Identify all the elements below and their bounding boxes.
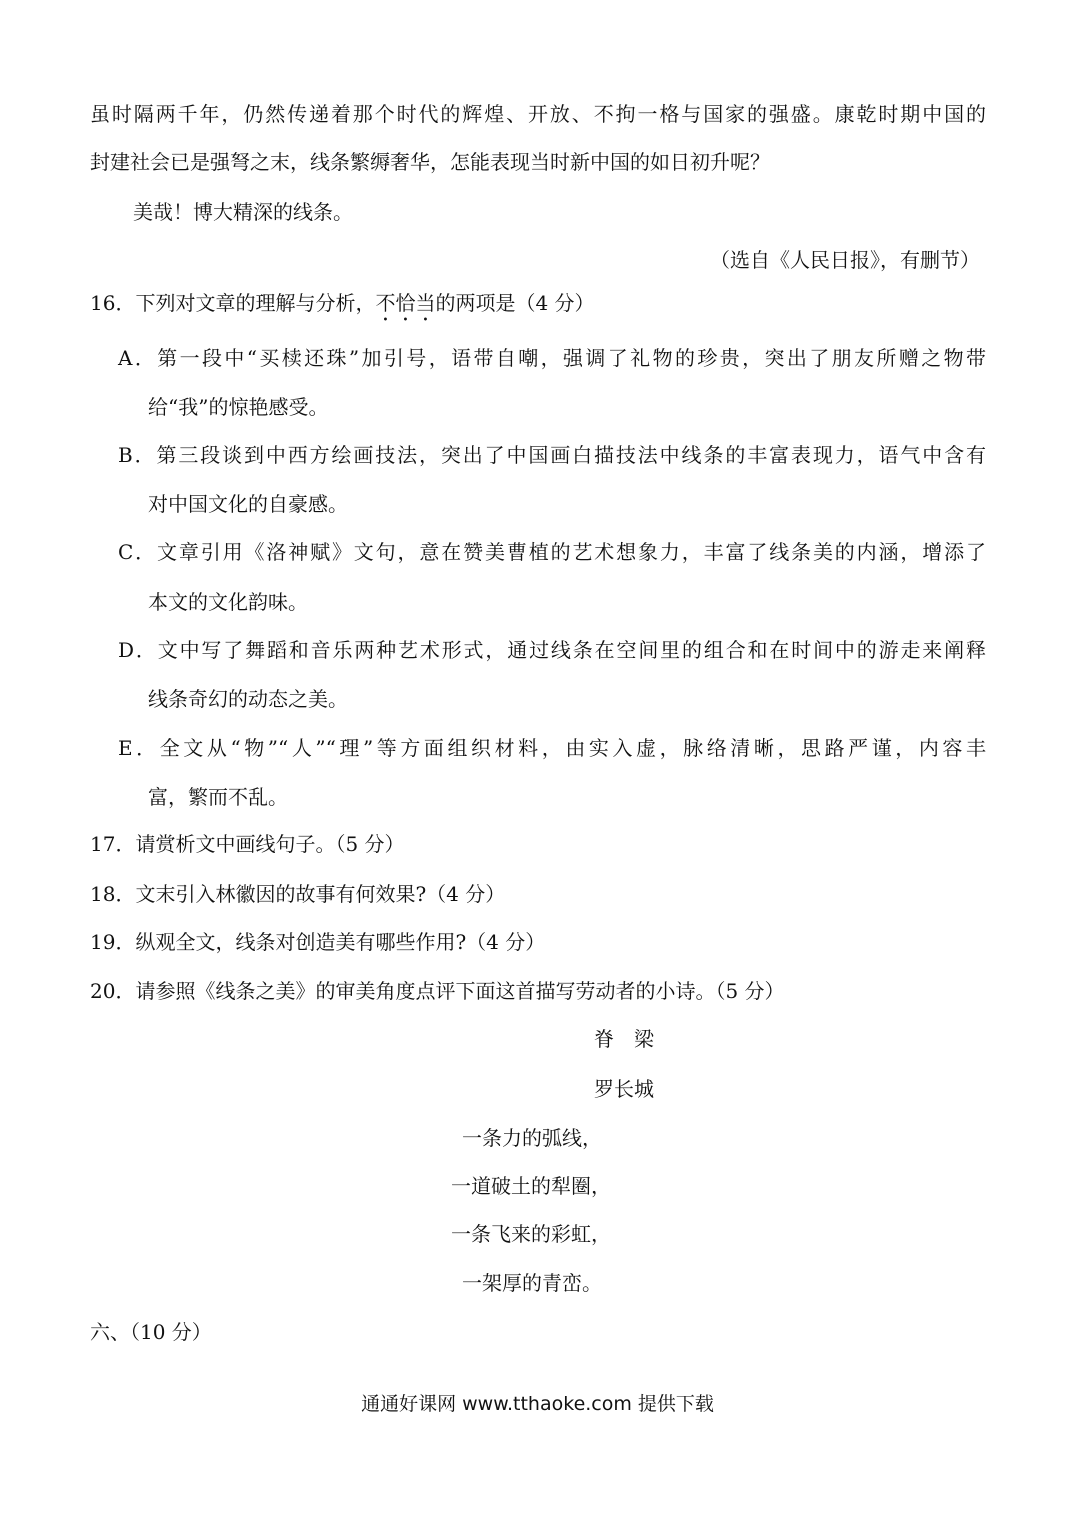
question-16-prefix: 16．下列对文章的理解与分析， — [90, 291, 376, 315]
option-d-line-2: 线条奇幻的动态之美。 — [148, 687, 348, 711]
passage-line-3: 美哉！博大精深的线条。 — [133, 200, 353, 224]
option-c-line-2: 本文的文化韵味。 — [148, 590, 308, 614]
question-20: 20．请参照《线条之美》的审美角度点评下面这首描写劳动者的小诗。（5 分） — [90, 979, 785, 1003]
option-e-line-2: 富，繁而不乱。 — [148, 785, 288, 809]
question-17: 17．请赏析文中画线句子。（5 分） — [90, 832, 405, 856]
question-16-suffix: 的两项是（4 分） — [435, 291, 595, 315]
poem-line-4: 一架厚的青峦。 — [462, 1271, 602, 1295]
option-b-line-2: 对中国文化的自豪感。 — [148, 492, 348, 516]
poem-author: 罗长城 — [594, 1077, 654, 1101]
option-b-line-1: B．第三段谈到中西方绘画技法，突出了中国画白描技法中线条的丰富表现力，语气中含有 — [118, 443, 986, 467]
option-a-line-1: A．第一段中“买椟还珠”加引号，语带自嘲，强调了礼物的珍贵，突出了朋友所赠之物带 — [118, 346, 986, 370]
poem-line-1: 一条力的弧线， — [462, 1126, 602, 1150]
page-footer: 通通好课网 www.tthaoke.com 提供下载 — [361, 1393, 714, 1415]
option-d-line-1: D．文中写了舞蹈和音乐两种艺术形式，通过线条在空间里的组合和在时间中的游走来阐释 — [118, 638, 986, 662]
option-e-line-1: E．全文从“物”“人”“理”等方面组织材料，由实入虚，脉络清晰，思路严谨，内容丰 — [118, 736, 986, 760]
question-16 — [90, 289, 595, 326]
question-18: 18．文末引入林徽因的故事有何效果?（4 分） — [90, 882, 506, 906]
option-c-line-1: C．文章引用《洛神赋》文句，意在赞美曹植的艺术想象力，丰富了线条美的内涵，增添了 — [118, 540, 986, 564]
poem-line-2: 一道破土的犁圈， — [451, 1174, 611, 1198]
question-16-emphasis: 不恰当 — [375, 291, 436, 315]
poem-title: 脊 梁 — [594, 1027, 654, 1051]
passage-line-2: 封建社会已是强弩之末，线条繁缛奢华，怎能表现当时新中国的如日初升呢？ — [90, 150, 770, 174]
question-19: 19．纵观全文，线条对创造美有哪些作用?（4 分） — [90, 930, 546, 954]
poem-line-3: 一条飞来的彩虹， — [451, 1222, 611, 1246]
passage-line-1: 虽时隔两千年，仍然传递着那个时代的辉煌、开放、不拘一格与国家的强盛。康乾时期中国的 — [90, 102, 986, 126]
passage-source: （选自《人民日报》，有删节） — [710, 248, 980, 272]
option-a-line-2: 给“我”的惊艳感受。 — [148, 395, 329, 419]
section-6-heading: 六、（10 分） — [90, 1320, 212, 1344]
